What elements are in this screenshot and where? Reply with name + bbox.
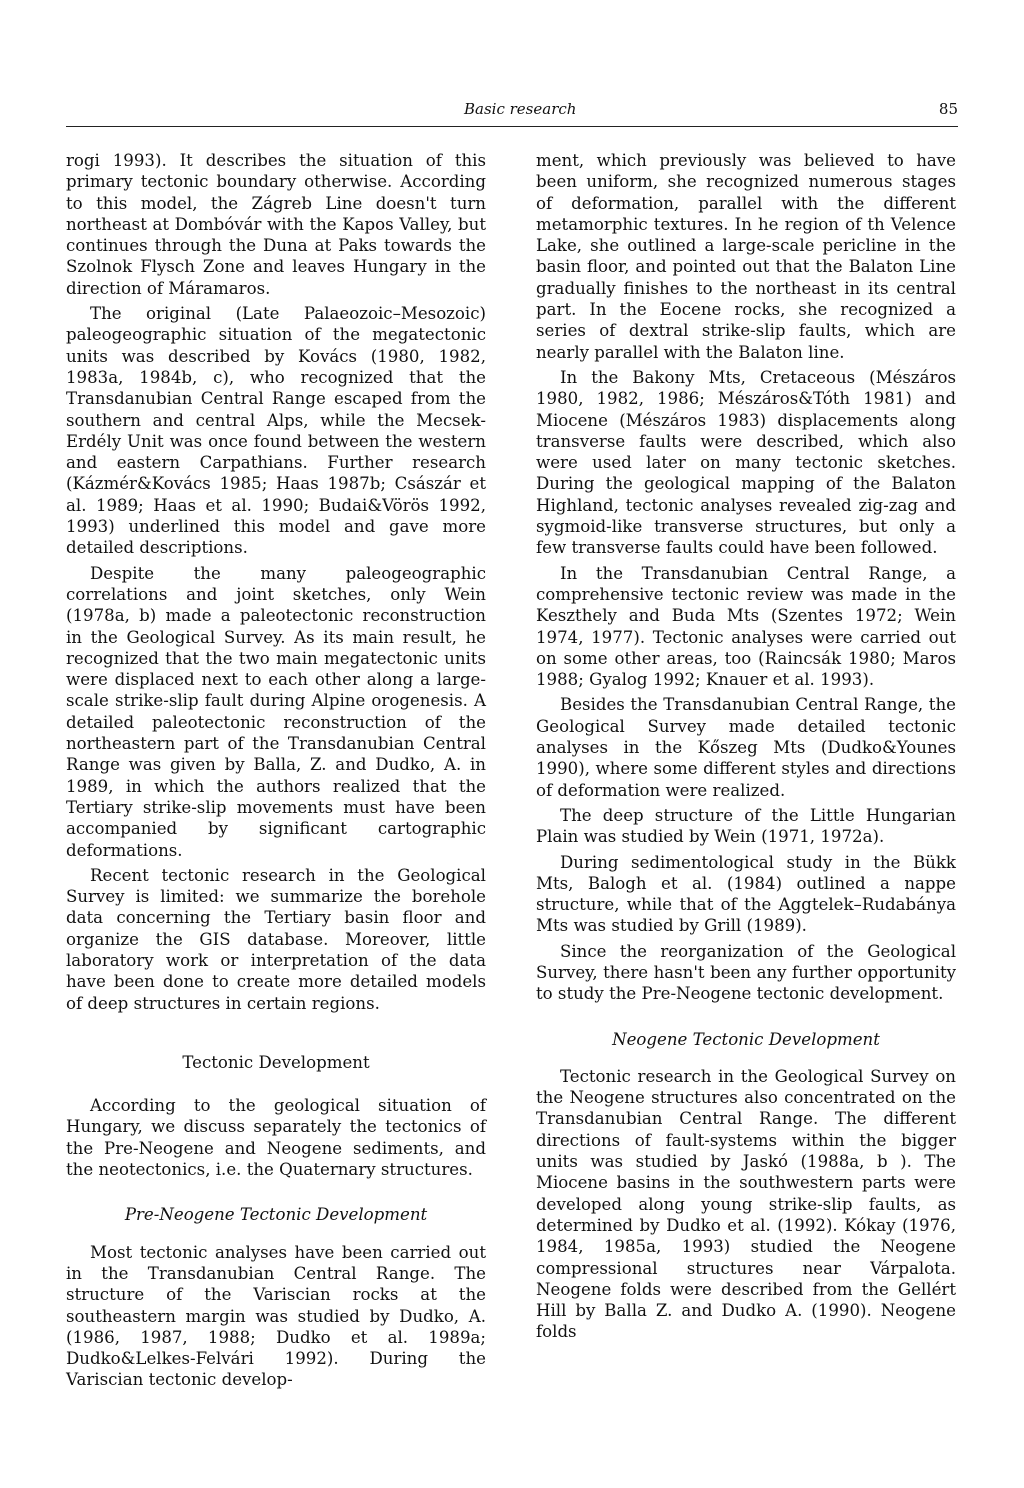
paragraph: Tectonic research in the Geological Survey on the Neogene structures also concentrated on the Transdanubian Central Range. The different directions of fault-systems within the bigger units was studied by Jaskó (1988a, b ). The Miocene basins in the southwestern parts were developed along young strike-slip faults, as determined by Dudko et al. (1992). Kókay (1976, 1984, 1985a, 1993) studied the Neogene compressional structures near Várpalota. Neogene folds were described from the Gellért Hill by Balla Z. and Dudko A. (1990). Neogene folds xyxy=(536,1066,956,1342)
paragraph: The original (Late Palaeozoic–Mesozoic) paleogeographic situation of the megatectonic units was described by Kovács (1980, 1982, 1983a, 1984b, c), who recognized that the Transdanubian Central Range escaped from the southern and central Alps, while the Mecsek-Erdély Unit was once found between the western and eastern Carpathians. Further research (Kázmér&Kovács 1985; Haas 1987b; Császár et al. 1989; Haas et al. 1990; Budai&Vörös 1992, 1993) underlined this model and gave more detailed descriptions. xyxy=(66,304,486,558)
paragraph: In the Bakony Mts, Cretaceous (Mészáros 1980, 1982, 1986; Mészáros&Tóth 1981) and Miocene (Mészáros 1983) displacements along transverse faults were described, which also were used later on many tectonic sketches. During the geological mapping of the Balaton Highland, tectonic analyses revealed zig-zag and sygmoid-like transverse structures, but only a few transverse faults could have been followed. xyxy=(536,367,956,558)
running-header xyxy=(66,98,958,127)
paragraph: Recent tectonic research in the Geological Survey is limited: we summarize the borehole data concerning the Tertiary basin floor and organize the GIS database. Moreover, little laboratory work or interpretation of the data have been done to create more detailed models of deep structures in certain regions. xyxy=(66,865,486,1013)
paragraph: Besides the Transdanubian Central Range, the Geological Survey made detailed tectonic analyses in the Kőszeg Mts (Dudko&Younes 1990), where some different styles and directions of deformation were realized. xyxy=(536,695,956,800)
paragraph: Most tectonic analyses have been carried out in the Transdanubian Central Range. The structure of the Variscian rocks at the southeastern margin was studied by Dudko, A. (1986, 1987, 1988; Dudko et al. 1989a; Dudko&Lelkes-Felvári 1992). During the Variscian tectonic develop- xyxy=(66,1242,486,1390)
left-column xyxy=(66,150,486,1391)
header-title: Basic research xyxy=(464,100,577,118)
subsection-heading: Neogene Tectonic Development xyxy=(612,1029,880,1049)
paragraph: In the Transdanubian Central Range, a comprehensive tectonic review was made in the Keszthely and Buda Mts (Szentes 1972; Wein 1974, 1977). Tectonic analyses were carried out on some other areas, too (Raincsák 1980; Maros 1988; Gyalog 1992; Knauer et al. 1993). xyxy=(536,563,956,690)
paragraph: rogi 1993). It describes the situation of this primary tectonic boundary otherwise. According to this model, the Zágreb Line doesn't turn northeast at Dombóvár with the Kapos Valley, but continues through the Duna at Paks towards the Szolnok Flysch Zone and leaves Hungary in the direction of Máramaros. xyxy=(66,151,486,298)
paragraph: Since the reorganization of the Geological Survey, there hasn't been any further opportunity to study the Pre-Neogene tectonic development. xyxy=(536,941,956,1004)
paragraph: During sedimentological study in the Bükk Mts, Balogh et al. (1984) outlined a nappe structure, while that of the Aggtelek–Rudabánya Mts was studied by Grill (1989). xyxy=(536,852,956,936)
paragraph: The deep structure of the Little Hungarian Plain was studied by Wein (1971, 1972a). xyxy=(536,805,956,847)
paragraph: Despite the many paleogeographic correlations and joint sketches, only Wein (1978a, b) made a paleotectonic reconstruction in the Geological Survey. As its main result, he recognized that the two main megatectonic units were displaced next to each other along a large-scale strike-slip fault during Alpine orogenesis. A detailed paleotectonic reconstruction of the northeastern part of the Transdanubian Central Range was given by Balla, Z. and Dudko, A. in 1989, in which the authors realized that the Tertiary strike-slip movements must have been accompanied by significant cartographic deformations. xyxy=(66,563,486,860)
paragraph: ment, which previously was believed to have been uniform, she recognized numerous stages of deformation, parallel with the different metamorphic textures. In he region of th Velence Lake, she outlined a large-scale pericline in the basin floor, and pointed out that the Balaton Line gradually finishes to the northeast in its central part. In the Eocene rocks, she recognized a series of dextral strike-slip faults, which are nearly parallel with the Balaton line. xyxy=(536,151,956,362)
page-number: 85 xyxy=(938,100,958,118)
subsection-heading: Pre-Neogene Tectonic Development xyxy=(124,1205,428,1225)
paragraph: According to the geological situation of Hungary, we discuss separately the tectonics of the Pre-Neogene and Neogene sediments, and the neotectonics, i.e. the Quaternary structures. xyxy=(66,1096,486,1180)
right-column xyxy=(536,150,956,1343)
section-heading: Tectonic Development xyxy=(182,1052,370,1072)
